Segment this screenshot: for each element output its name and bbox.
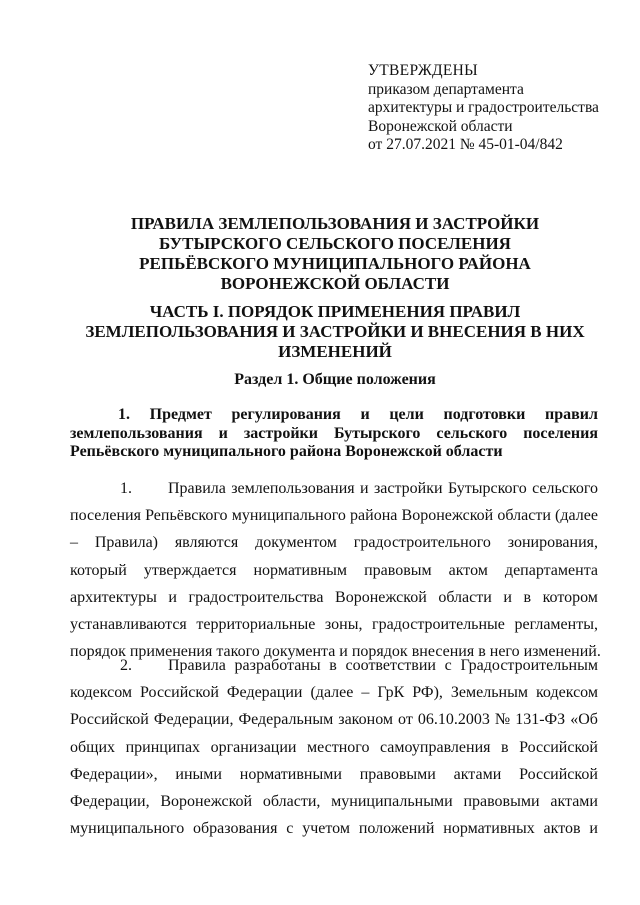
word: –	[361, 683, 370, 701]
paragraph-number: 1.	[120, 479, 132, 497]
paragraph-line	[70, 530, 598, 557]
word: департамента	[504, 561, 598, 579]
word: законом	[338, 711, 394, 729]
word: котором	[542, 588, 598, 606]
word: самоуправления	[380, 738, 491, 756]
word: Федерации»,	[70, 765, 158, 783]
word: актом	[448, 561, 488, 579]
word: 06.10.2003	[417, 711, 490, 729]
word: и	[589, 820, 598, 838]
article-heading-line	[70, 425, 598, 444]
paragraph-line: порядок применения такого документа и порядок внесения в него изменений.	[70, 643, 601, 661]
word: территориальные	[196, 616, 316, 634]
title-line: РЕПЬЁВСКОГО МУНИЦИПАЛЬНОГО РАЙОНА	[139, 254, 531, 273]
approval-line: приказом департамента	[368, 80, 524, 98]
word: ГрК	[377, 683, 405, 701]
word: (далее	[555, 506, 598, 524]
word: Федерации,	[153, 711, 234, 729]
word: Российской	[140, 683, 219, 701]
word: правовыми	[463, 793, 540, 811]
word: в	[501, 738, 509, 756]
word: Воронежской	[335, 588, 427, 606]
word: землепользования	[70, 424, 203, 442]
word: и	[360, 406, 370, 423]
paragraph-number: 2.	[120, 656, 132, 674]
word: Федерации	[226, 683, 303, 701]
paragraph-line	[70, 557, 598, 584]
title-line: ПРАВИЛА ЗЕМЛЕПОЛЬЗОВАНИЯ И ЗАСТРОЙКИ	[130, 214, 540, 233]
word: «Об	[570, 711, 598, 729]
paragraph-line	[70, 502, 598, 529]
paragraph-line	[70, 475, 598, 502]
word: Воронежской	[160, 793, 253, 811]
paragraph-line	[70, 584, 598, 611]
word: зоны,	[324, 616, 363, 634]
article-heading	[70, 406, 598, 462]
word: который	[70, 561, 127, 579]
word: Градостроительным	[460, 656, 598, 674]
word: и	[503, 588, 512, 606]
approval-line: Воронежской области	[368, 117, 513, 135]
paragraph-1	[70, 475, 601, 666]
word: и	[360, 479, 369, 497]
paragraph-line	[70, 788, 598, 815]
word: нормативных	[443, 820, 535, 838]
approval-order-ref: от 27.07.2021 № 45-01-04/842	[368, 136, 563, 153]
word: организации	[210, 738, 297, 756]
paragraph-line	[70, 761, 598, 788]
word: регламенты,	[514, 616, 598, 634]
word: РФ),	[412, 683, 443, 701]
word: принципах	[125, 738, 201, 756]
word: нормативными	[239, 765, 342, 783]
word: Федерации,	[70, 793, 150, 811]
paragraph-line-text	[168, 657, 598, 675]
word: архитектуры	[70, 588, 157, 606]
paragraph-line	[70, 611, 598, 638]
word: устанавливаются	[70, 616, 187, 634]
word: от	[398, 711, 413, 729]
word: области	[438, 588, 492, 606]
word: землепользования	[231, 479, 355, 497]
word: застройки	[243, 424, 318, 442]
word: Правила	[168, 656, 226, 674]
paragraph-line	[70, 652, 598, 679]
part-title-line: ИЗМЕНЕНИЙ	[278, 342, 392, 361]
word: 131-ФЗ	[515, 711, 566, 729]
word: правил	[545, 406, 598, 423]
part-title-line: ЗЕМЛЕПОЛЬЗОВАНИЯ И ЗАСТРОЙКИ И ВНЕСЕНИЯ В НИХ	[85, 322, 585, 341]
word: зонирования,	[507, 534, 598, 552]
word: учетом	[302, 820, 350, 838]
word: градостроительные	[372, 616, 505, 634]
word: Российской	[519, 738, 598, 756]
word: Бутырского	[447, 479, 527, 497]
word: Правила)	[94, 534, 158, 552]
word: –	[70, 534, 78, 552]
word: Бутырского	[333, 424, 421, 442]
word: цели	[389, 406, 424, 423]
word: с	[286, 820, 294, 838]
word: застройки	[373, 479, 443, 497]
word: в	[523, 588, 532, 606]
word: Воронежской	[401, 506, 494, 524]
word: актами	[550, 793, 598, 811]
word: Предмет	[149, 406, 212, 423]
word: регулирования	[231, 406, 341, 423]
word: образования	[193, 820, 278, 838]
word: сельского	[436, 424, 508, 442]
title-line: БУТЫРСКОГО СЕЛЬСКОГО ПОСЕЛЕНИЯ	[159, 234, 511, 253]
article-heading-line	[70, 406, 598, 425]
paragraph-line	[70, 679, 598, 706]
word: градостроительства	[188, 588, 324, 606]
word: актов	[543, 820, 581, 838]
word: муниципального	[231, 506, 346, 524]
word: и	[218, 424, 228, 442]
word: сельского	[532, 479, 598, 497]
word: соответствии	[345, 656, 436, 674]
word: являются	[174, 534, 239, 552]
word: местного	[307, 738, 370, 756]
word: в	[329, 656, 337, 674]
document-title	[70, 214, 600, 294]
word: области,	[262, 793, 321, 811]
article-heading-line: Репьёвского муниципального района Воронежской области	[70, 443, 503, 460]
word: муниципальными	[331, 793, 453, 811]
approval-line: архитектуры и градостроительства	[368, 99, 599, 116]
word: положений	[358, 820, 435, 838]
approval-title: УТВЕРЖДЕНЫ	[368, 62, 478, 79]
title-line: ВОРОНЕЖСКОЙ ОБЛАСТИ	[220, 274, 450, 293]
word: поселения	[523, 424, 598, 442]
word: муниципального	[70, 820, 185, 838]
word: района	[350, 506, 398, 524]
paragraph-line-text	[168, 480, 598, 498]
word: области	[497, 506, 551, 524]
word: Репьёвского	[145, 506, 228, 524]
paragraph-line	[70, 734, 598, 761]
paragraph-line	[70, 816, 598, 843]
word: Правила	[168, 479, 226, 497]
word: правовым	[364, 561, 432, 579]
word: кодексом	[535, 683, 598, 701]
word: иными	[175, 765, 222, 783]
word: документом	[255, 534, 337, 552]
word: правовыми	[359, 765, 436, 783]
word: утверждается	[143, 561, 237, 579]
approval-block	[368, 62, 618, 155]
word: Земельным	[450, 683, 528, 701]
part-title-line: ЧАСТЬ I. ПОРЯДОК ПРИМЕНЕНИЯ ПРАВИЛ	[149, 302, 521, 321]
word: (далее	[310, 683, 354, 701]
word: поселения	[70, 506, 141, 524]
word: и	[168, 588, 177, 606]
word: Федеральным	[238, 711, 334, 729]
word: с	[444, 656, 452, 674]
word: 1.	[118, 406, 130, 423]
word: нормативным	[253, 561, 348, 579]
paragraph-line	[70, 707, 598, 734]
word: кодексом	[70, 683, 133, 701]
word: Российской	[519, 765, 598, 783]
section-title: Раздел 1. Общие положения	[234, 371, 436, 388]
word: общих	[70, 738, 116, 756]
part-title	[70, 302, 600, 362]
word: разработаны	[234, 656, 321, 674]
word: Российской	[70, 711, 149, 729]
paragraph-2	[70, 652, 598, 843]
word: градостроительного	[353, 534, 491, 552]
word: №	[494, 711, 511, 729]
word: подготовки	[443, 406, 526, 423]
word: актами	[453, 765, 502, 783]
